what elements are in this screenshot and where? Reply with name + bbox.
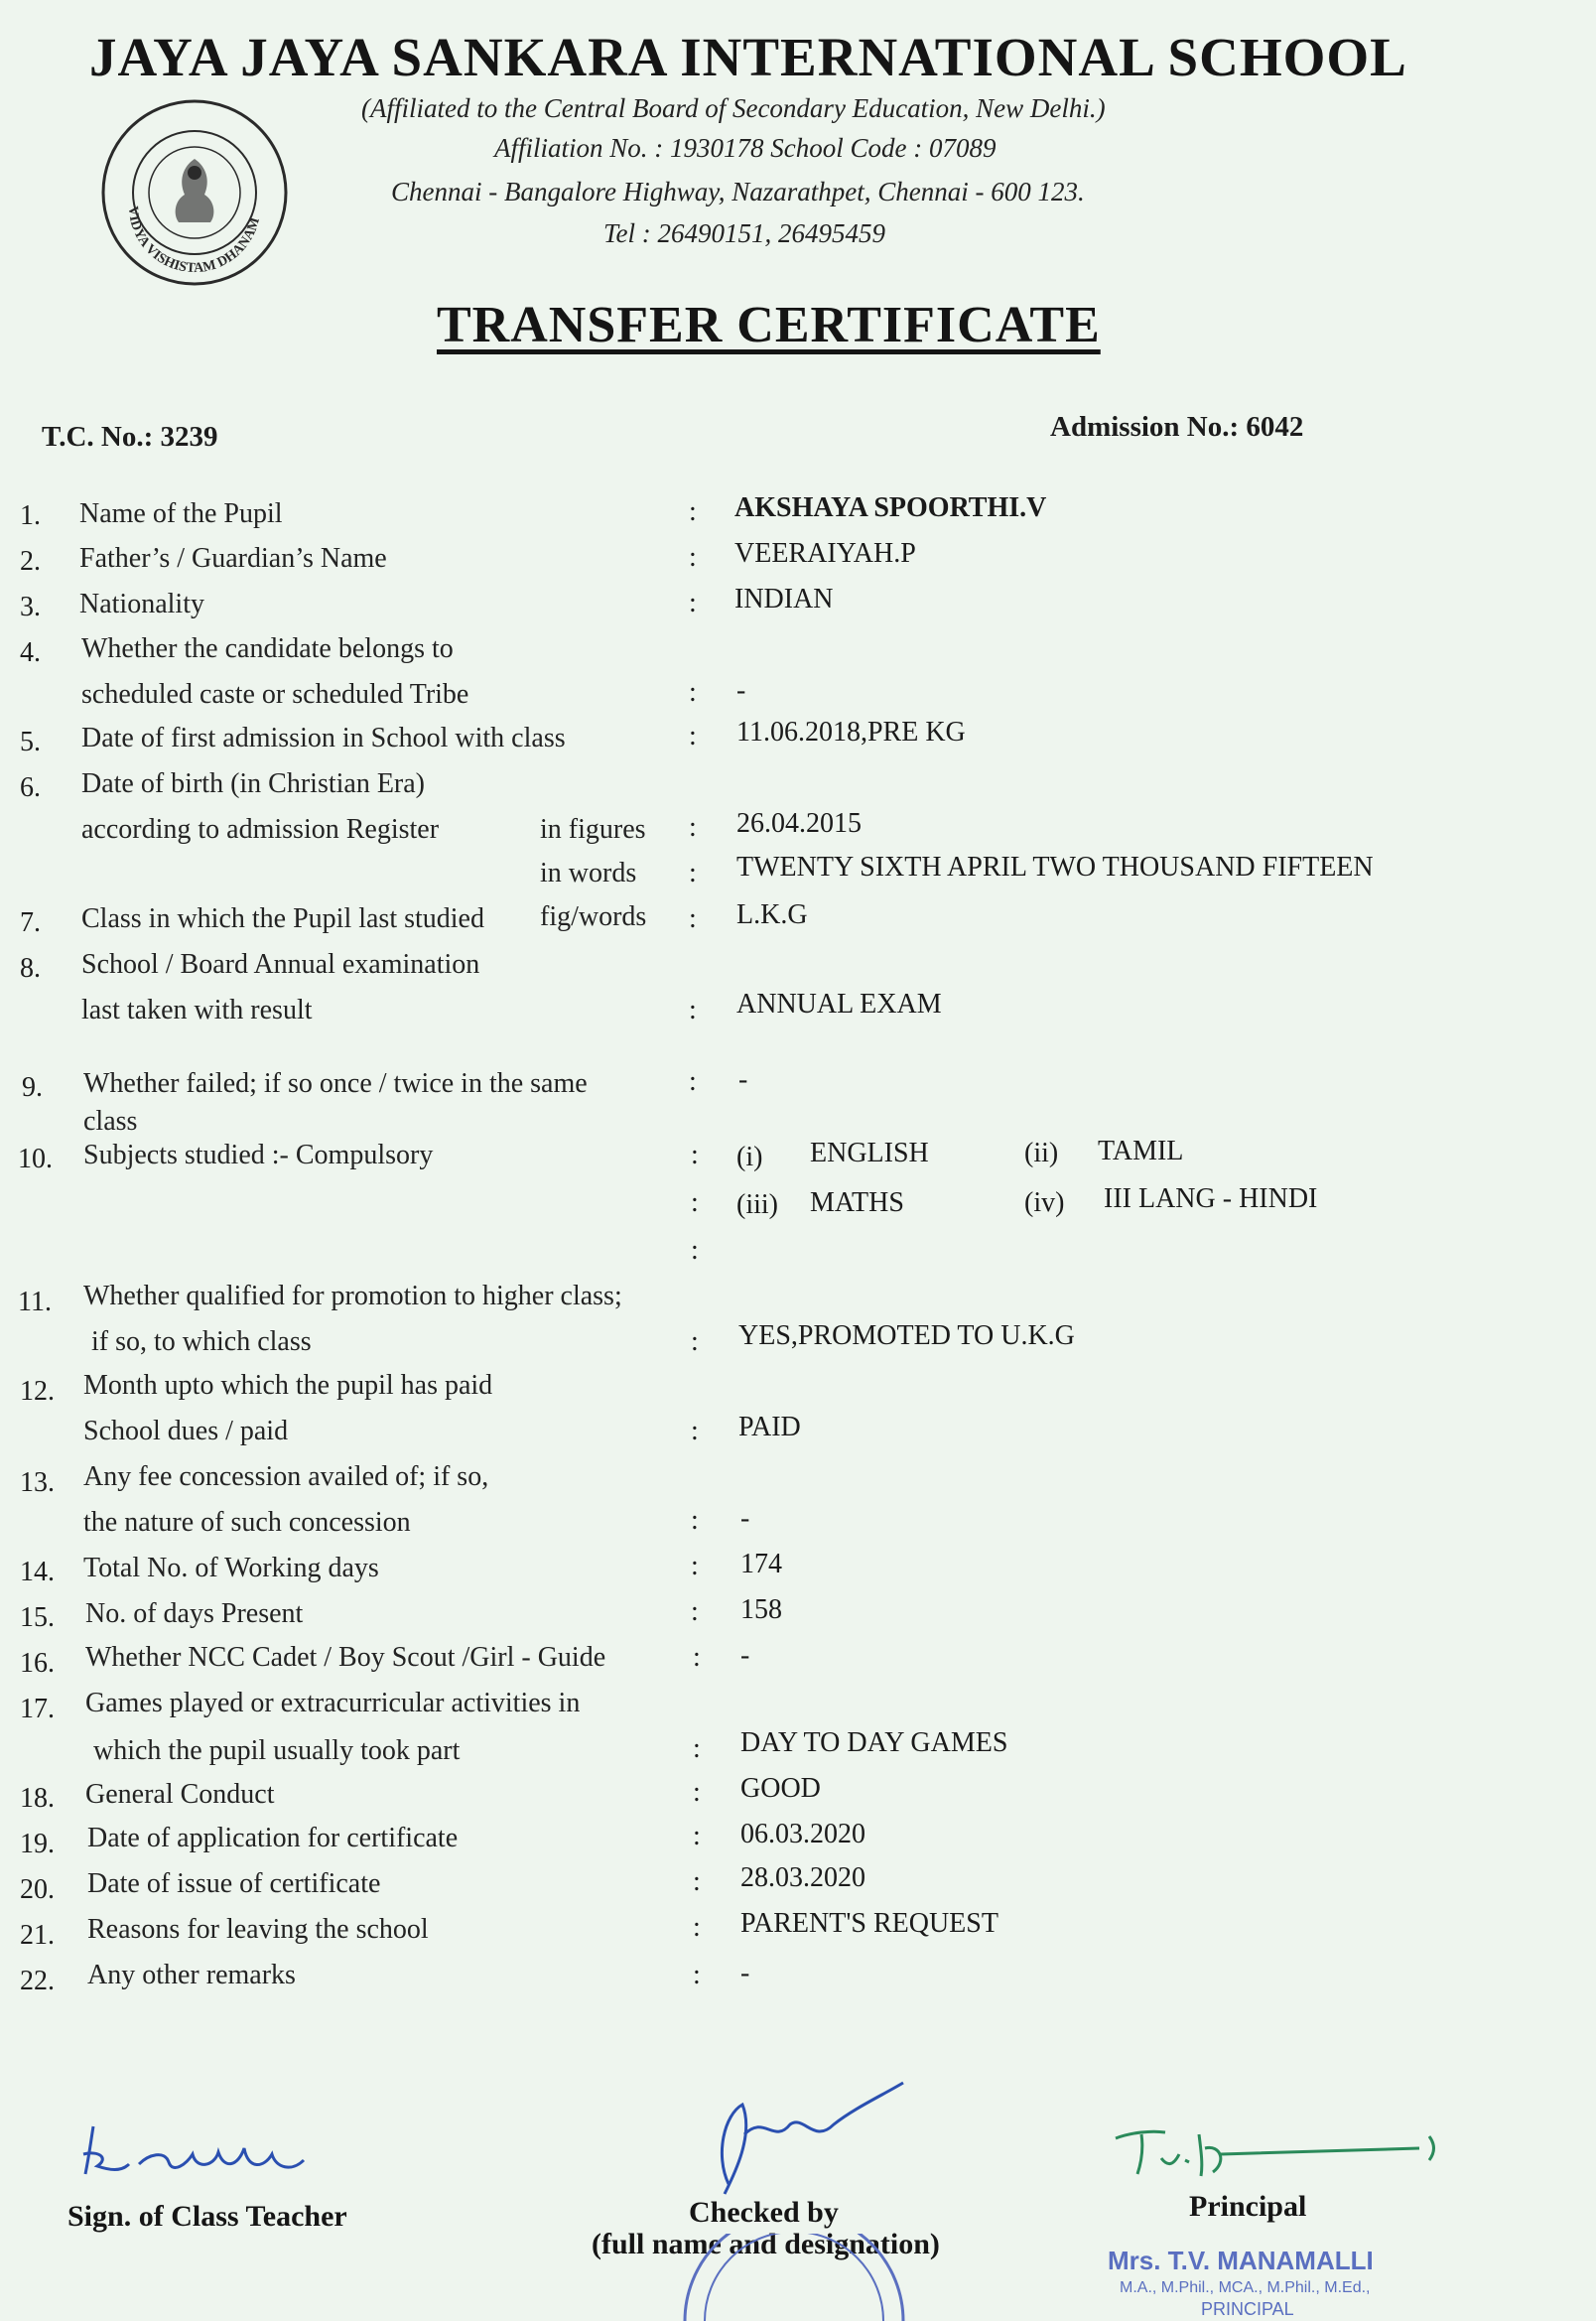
checked-by-label: Checked by [689,2196,839,2229]
subject-index: (ii) [1024,1138,1059,1168]
value-nationality: INDIAN [734,584,834,614]
field-label-subjects: Subjects studied :- Compulsory [83,1140,434,1170]
field-label-working-days: Total No. of Working days [83,1553,379,1583]
field-number: 11. [18,1287,52,1317]
field-number: 1. [20,500,41,531]
value-issue-date: 28.03.2020 [740,1862,865,1893]
field-label-conduct: General Conduct [85,1779,275,1810]
field-number: 18. [20,1783,55,1814]
last-class-sub: fig/words [540,901,647,932]
school-name: JAYA JAYA SANKARA INTERNATIONAL SCHOOL [89,27,1407,87]
field-label-dues: Month upto which the pupil has paid [83,1370,493,1401]
field-number: 22. [20,1966,55,1996]
field-number: 19. [20,1829,55,1859]
value-remarks: - [740,1958,750,1988]
school-round-stamp [675,2234,913,2321]
field-number: 9. [22,1072,43,1103]
value-conduct: GOOD [740,1773,821,1804]
subject-index: (iv) [1024,1187,1065,1218]
value-concession: - [740,1503,750,1534]
seal-motto: VIDYA VISHISTAM DHANAM [124,205,263,277]
value-days-present: 158 [740,1594,782,1625]
value-pupil-name: AKSHAYA SPOORTHI.V [734,492,1047,523]
field-label-games: Games played or extracurricular activities in [85,1688,581,1718]
field-label-concession-2: the nature of such concession [83,1507,411,1538]
field-number: 17. [20,1694,55,1724]
value-dues: PAID [738,1412,801,1442]
field-label-leaving-reason: Reasons for leaving the school [87,1914,429,1945]
field-label-dob-2: according to admission Register [81,814,440,845]
field-label-concession: Any fee concession availed of; if so, [83,1461,489,1492]
field-label-first-admission: Date of first admission in School with class [81,723,566,753]
subject-index: (iii) [736,1189,778,1220]
certificate-title: TRANSFER CERTIFICATE [437,297,1101,353]
field-label-caste: Whether the candidate belongs to [81,633,454,664]
field-label-failed: Whether failed; if so once / twice in the same [83,1068,588,1099]
value-games: DAY TO DAY GAMES [740,1727,1008,1758]
field-label-ncc: Whether NCC Cadet / Boy Scout /Girl - Guide [85,1642,606,1673]
field-label-pupil-name: Name of the Pupil [79,498,283,529]
value-promotion: YES,PROMOTED TO U.K.G [738,1320,1075,1351]
field-number: 5. [20,727,41,757]
affiliation-line: (Affiliated to the Central Board of Secondary Education, New Delhi.) [361,93,1106,123]
tc-number: T.C. No.: 3239 [42,421,218,453]
value-leaving-reason: PARENT'S REQUEST [740,1908,998,1939]
subject-index: (i) [736,1142,763,1172]
dob-sub-figures: in figures [540,814,646,845]
field-label-application-date: Date of application for certificate [87,1823,459,1853]
affiliation-number: Affiliation No. : 1930178 School Code : 07089 [494,133,997,163]
checker-signature [695,2075,913,2204]
field-number: 14. [20,1557,55,1587]
value-dob-figures: 26.04.2015 [736,808,862,839]
principal-name-stamp: Mrs. T.V. MANAMALLI [1108,2246,1374,2275]
value-guardian-name: VEERAIYAH.P [734,538,916,569]
field-number: 16. [20,1648,55,1679]
value-application-date: 06.03.2020 [740,1819,865,1849]
field-label-exam-2: last taken with result [81,995,313,1025]
field-label-games-2: which the pupil usually took part [93,1735,461,1766]
field-number: 21. [20,1920,55,1951]
principal-signature [1102,2115,1459,2184]
subject-name: III LANG - HINDI [1104,1183,1318,1214]
field-label-days-present: No. of days Present [85,1598,304,1629]
school-address: Chennai - Bangalore Highway, Nazarathpet, Chennai - 600 123. [391,177,1085,206]
class-teacher-signature [69,2115,328,2194]
value-caste: - [736,675,746,706]
value-dob-words: TWENTY SIXTH APRIL TWO THOUSAND FIFTEEN [736,852,1374,883]
field-label-last-class: Class in which the Pupil last studied [81,903,484,934]
class-teacher-label: Sign. of Class Teacher [67,2200,347,2233]
field-number: 7. [20,907,41,938]
value-exam: ANNUAL EXAM [736,989,942,1020]
field-number: 15. [20,1602,55,1633]
field-label-caste-2: scheduled caste or scheduled Tribe [81,679,469,710]
field-number: 10. [18,1144,53,1174]
subject-name: MATHS [810,1187,904,1218]
admission-number: Admission No.: 6042 [1050,411,1304,443]
principal-label: Principal [1189,2190,1307,2223]
field-number: 12. [20,1376,55,1407]
field-label-exam: School / Board Annual examination [81,949,480,980]
field-number: 4. [20,637,41,668]
field-number: 20. [20,1874,55,1905]
field-number: 3. [20,592,41,622]
value-working-days: 174 [740,1549,782,1579]
principal-title-stamp: PRINCIPAL [1201,2299,1294,2319]
value-last-class: L.K.G [736,899,808,930]
field-label-remarks: Any other remarks [87,1960,296,1990]
field-number: 8. [20,953,41,984]
field-label-nationality: Nationality [79,589,204,619]
value-first-admission: 11.06.2018,PRE KG [736,717,966,748]
field-number: 6. [20,772,41,803]
field-label-dues-2: School dues / paid [83,1416,289,1446]
field-number: 2. [20,546,41,577]
field-label-promotion-2: if so, to which class [91,1326,312,1357]
value-ncc: - [740,1640,750,1671]
field-label-dob: Date of birth (in Christian Era) [81,768,426,799]
field-number: 13. [20,1467,55,1498]
field-label-issue-date: Date of issue of certificate [87,1868,381,1899]
school-phone: Tel : 26490151, 26495459 [603,218,886,248]
school-seal [99,97,290,288]
principal-qualification-stamp: M.A., M.Phil., MCA., M.Phil., M.Ed., [1120,2279,1371,2296]
field-label-guardian-name: Father’s / Guardian’s Name [79,543,387,574]
field-label-failed-2: class [83,1106,138,1137]
subject-name: TAMIL [1098,1136,1184,1166]
subject-name: ENGLISH [810,1138,929,1168]
checked-by-designation: (full name and designation) [592,2228,940,2260]
value-failed: - [738,1064,748,1095]
dob-sub-words: in words [540,858,637,888]
field-label-promotion: Whether qualified for promotion to higher class; [83,1281,622,1311]
